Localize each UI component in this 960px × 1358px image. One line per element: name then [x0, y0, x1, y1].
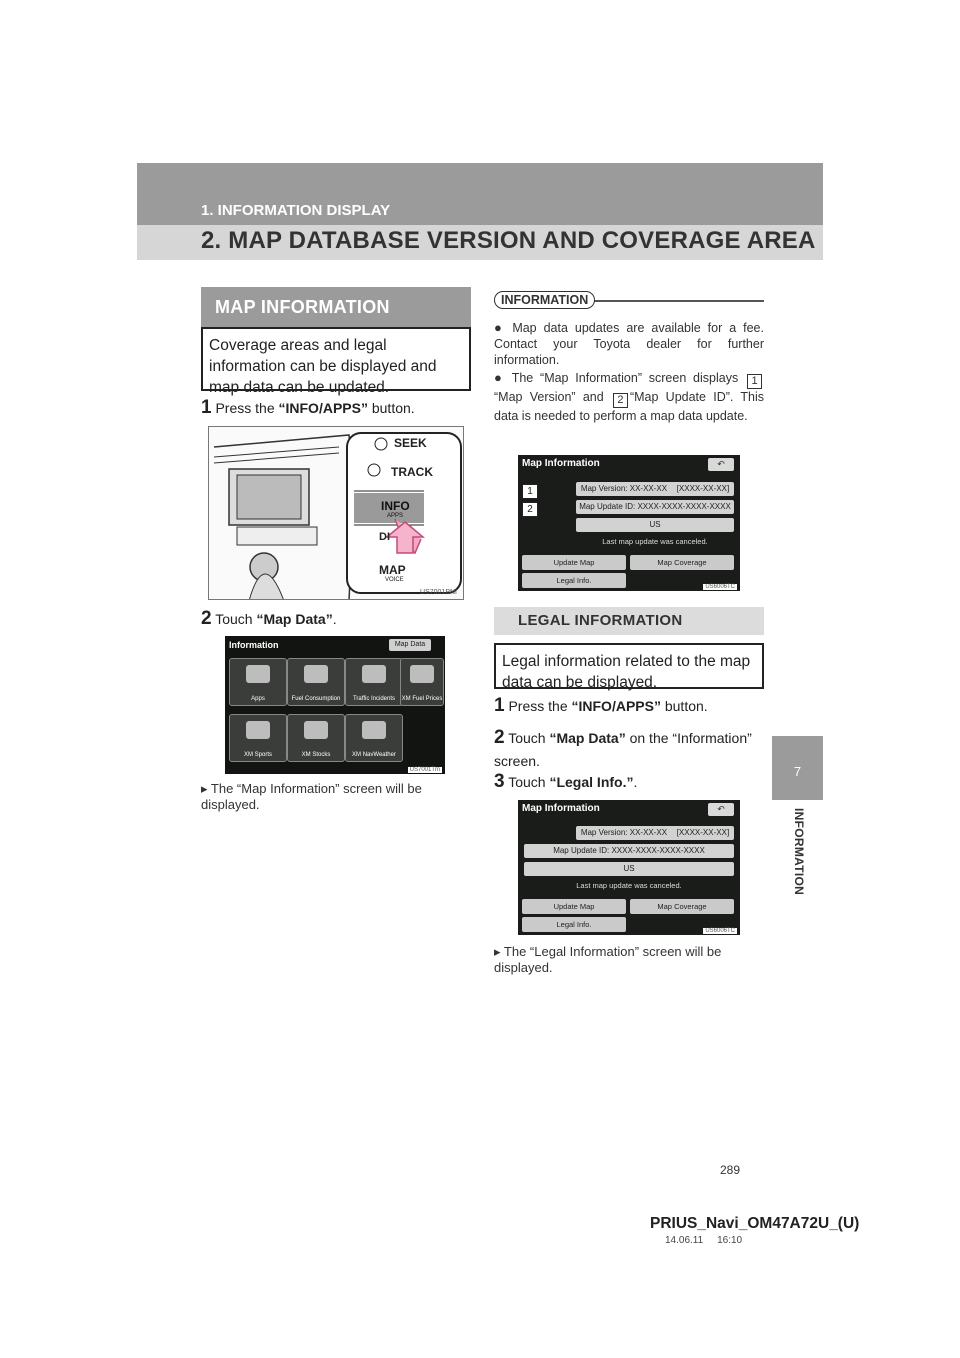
step-keyword: “INFO/APPS” [571, 698, 661, 714]
bullet-mark-icon: ▸ [201, 781, 211, 796]
traffic-icon [362, 665, 386, 683]
back-button[interactable] [708, 458, 734, 471]
marker-2-icon: 2 [613, 393, 628, 408]
bullet-text: “Map Version” and [494, 390, 604, 404]
map-version: Map Version: XX-XX-XX [580, 828, 668, 837]
legal-step-1 [494, 696, 708, 716]
back-arrow-icon: ↶ [717, 804, 725, 814]
tile-label: Fuel Consumption [291, 696, 341, 702]
info-bullet-1 [494, 320, 764, 368]
apps-icon [246, 665, 270, 683]
photo-caption: US7001PNI [420, 589, 457, 596]
screen-caption: US6006TC [705, 928, 735, 934]
bullet-text: The “Map Information” screen will be displayed. [201, 781, 422, 812]
chapter-label: INFORMATION [791, 808, 806, 896]
menu-caption: US7001Tm [409, 767, 440, 773]
screen-caption: US6006TC [705, 584, 735, 590]
legal-information-intro: Legal information related to the map data can be displayed. [494, 643, 764, 689]
step-number: 1 [201, 397, 212, 418]
apps-label: APPS [387, 513, 404, 519]
update-message: Last map update was canceled. [576, 881, 682, 890]
map-version: Map Version: XX-XX-XX [580, 484, 668, 493]
step-2 [201, 609, 337, 629]
map-update-id-row: Map Update ID: XXXX-XXXX-XXXX-XXXX [576, 500, 734, 514]
step-number: 2 [494, 727, 505, 748]
bullet-text: The “Legal Information” screen will be displayed. [494, 944, 722, 975]
map-version-date: [XXXX-XX-XX] [676, 828, 730, 837]
map-information-heading: MAP INFORMATION [201, 287, 471, 328]
disp-label: DI [379, 531, 390, 543]
step-keyword: “INFO/APPS” [278, 400, 368, 416]
step-number: 2 [201, 608, 212, 629]
tile-label: Apps [251, 696, 265, 702]
map-version-date: [XXXX-XX-XX] [676, 484, 730, 493]
map-coverage-button[interactable]: Map Coverage [630, 899, 734, 914]
xm-navweather-tile[interactable] [345, 714, 403, 762]
legal-step-3 [494, 772, 637, 792]
legal-step-2 [494, 726, 764, 773]
traffic-incidents-tile[interactable] [345, 658, 403, 706]
page-number: 289 [720, 1163, 741, 1177]
step-text-end: button. [367, 400, 415, 416]
map-data-button[interactable]: Map Data [389, 639, 431, 651]
voice-label: VOICE [385, 577, 404, 583]
fuel-pump-icon [410, 665, 434, 683]
xm-stocks-tile[interactable] [287, 714, 345, 762]
information-label: INFORMATION [494, 291, 595, 309]
sports-icon [246, 721, 270, 739]
step-1 [201, 398, 415, 418]
map-information-screen [518, 455, 740, 591]
map-information-screen-legal [518, 800, 740, 935]
bullet-text: “Map Update ID”. This data is needed to perform a map data update. [494, 390, 764, 423]
xm-sports-tile[interactable] [229, 714, 287, 762]
tile-label: Traffic Incidents [352, 696, 396, 702]
map-info-bullet [201, 781, 471, 813]
step-number: 1 [494, 695, 505, 716]
legal-info-bullet [494, 944, 769, 976]
section-label: 1. INFORMATION DISPLAY [201, 202, 391, 219]
step-keyword: “Map Data” [549, 730, 626, 746]
bullet-dot-icon: ● [494, 320, 506, 335]
legal-information-heading: LEGAL INFORMATION [494, 607, 764, 635]
step-text-end: . [633, 774, 638, 790]
page-title: 2. MAP DATABASE VERSION AND COVERAGE AREA [201, 227, 816, 254]
map-coverage-button[interactable]: Map Coverage [630, 555, 734, 570]
info-label: INFO [381, 499, 410, 513]
information-menu-screen [225, 636, 445, 774]
chapter-label-wrap [772, 808, 823, 928]
update-message: Last map update was canceled. [602, 537, 708, 546]
weather-icon [362, 721, 386, 739]
info-bullet-2 [494, 370, 764, 424]
region-row: US [576, 518, 734, 532]
back-arrow-icon: ↶ [717, 459, 725, 469]
fuel-consumption-tile[interactable] [287, 658, 345, 706]
chapter-number: 7 [793, 764, 802, 779]
bullet-mark-icon: ▸ [494, 944, 504, 959]
map-version-row [576, 482, 734, 496]
seek-label: SEEK [394, 436, 427, 450]
step-number: 3 [494, 771, 505, 792]
information-note-header [494, 291, 764, 311]
marker-1-icon: 1 [747, 374, 762, 389]
document-timestamp: 14.06.11 16:10 [665, 1235, 743, 1246]
step-text: Touch [508, 774, 550, 790]
map-version-row [576, 826, 734, 840]
document-code: PRIUS_Navi_OM47A72U_(U) [650, 1215, 860, 1232]
menu-title: Information [229, 640, 279, 650]
tile-label: XM Fuel Prices [401, 696, 443, 702]
track-label: TRACK [391, 465, 433, 479]
stocks-icon [304, 721, 328, 739]
screen-title: Map Information [522, 458, 600, 469]
step-keyword: “Map Data” [256, 611, 333, 627]
step-text-end: button. [660, 698, 708, 714]
bullet-text: The “Map Information” screen displays [511, 371, 739, 385]
marker-2: 2 [522, 502, 538, 517]
map-update-id-row: Map Update ID: XXXX-XXXX-XXXX-XXXX [524, 844, 734, 858]
tile-label: XM NavWeather [352, 752, 396, 758]
marker-1: 1 [522, 484, 538, 499]
tile-label: XM Sports [243, 752, 272, 758]
update-map-button[interactable]: Update Map [522, 555, 626, 570]
dashboard-photo [208, 426, 464, 600]
back-button[interactable] [708, 803, 734, 816]
update-map-button[interactable]: Update Map [522, 899, 626, 914]
legal-info-button[interactable]: Legal Info. [522, 573, 626, 588]
bullet-text: Map data updates are available for a fee. Contact your Toyota dealer for further information. [494, 321, 764, 367]
step-text: Touch [215, 611, 257, 627]
fuel-consumption-icon [304, 665, 328, 683]
step-text: Press the [508, 698, 572, 714]
screen-title: Map Information [522, 803, 600, 814]
bullet-dot-icon: ● [494, 370, 506, 385]
step-text: Touch [508, 730, 550, 746]
map-label: MAP [379, 563, 406, 577]
fuel-prices-tile[interactable] [400, 658, 444, 706]
region-row: US [524, 862, 734, 876]
step-text-end: . [332, 611, 337, 627]
legal-info-button[interactable]: Legal Info. [522, 917, 626, 932]
tile-label: XM Stocks [301, 752, 331, 758]
step-text: Press the [215, 400, 279, 416]
step-keyword: “Legal Info.” [549, 774, 634, 790]
step-text-end: on the “Information” screen. [494, 730, 752, 769]
map-information-intro: Coverage areas and legal information can be displayed and map data can be updated. [201, 327, 471, 391]
dashboard-illustration [209, 427, 464, 600]
apps-tile[interactable] [229, 658, 287, 706]
